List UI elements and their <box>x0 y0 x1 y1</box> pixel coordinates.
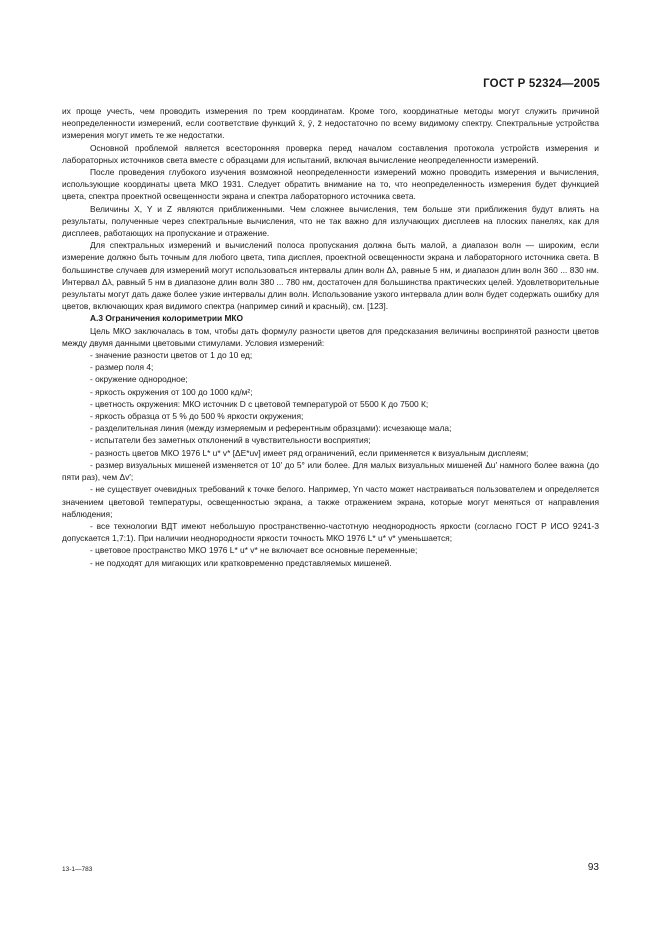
list-item: - испытатели без заметных отклонений в чувствительности восприятия; <box>90 435 371 446</box>
paragraph: их проще учесть, чем проводить измерения по трем координатам. Кроме того, координатные методы могут служить причиной неопределенности измерений, если соответствие функций x̄, ȳ, z̄ недостаточно по всему видимому спектру. Спектральные устройства измерения могут иметь те же недостатки. <box>62 106 599 141</box>
list-item: - яркость образца от 5 % до 500 % яркости окружения; <box>90 411 304 422</box>
print-code: 13-1—783 <box>62 866 93 873</box>
list-item: - разность цветов МКО 1976 L* u* v* [ΔE*uv] имеет ряд ограничений, если применяется к визуальным дисплеям; <box>90 447 529 458</box>
list-item: - не существует очевидных требований к точке белого. Например, Yn часто может настраиваться пользователем и определяется значением цветовой температуры, освещенностью экрана, а также отражением экрана, которые могут меняться от направления наблюдения; <box>62 484 599 519</box>
paragraph: Для спектральных измерений и вычислений полоса пропускания должна быть малой, а диапазон волн — широким, если измерение должно быть точным для любого цвета, типа дисплея, проектной освещенности экрана и лабораторного источника света. В большинстве случаев для измерений могут использоваться интервалы длин волн Δλ, равные 5 нм, и диапазон длин волн 360 ... 830 нм. Интервал Δλ, равный 5 нм в диапазоне длин волн 380 ... 780 нм, достаточен для большинства практических целей. Удовлетворительные результаты могут дать даже более узкие интервалы длин волн. Использование узкого интервала длин волн будет содержать ошибку для цветов, включающих края видимого спектра (например синий и красный), см. [123]. <box>62 240 599 312</box>
list-item: - окружение однородное; <box>90 374 188 385</box>
list-item: - цветность окружения: МКО источник D с цветовой температурой от 5500 К до 7500 К; <box>90 398 429 409</box>
list-item: - цветовое пространство МКО 1976 L* u* v* не включает все основные переменные; <box>90 545 418 556</box>
list-item: - не подходят для мигающих или кратковременно представляемых мишеней. <box>90 557 392 568</box>
section-heading: А.3 Ограничения колориметрии МКО <box>90 313 244 324</box>
list-item: - разделительная линия (между измеряемым и референтным образцами): исчезающе мала; <box>90 423 452 434</box>
body-text <box>62 105 599 569</box>
list-item: - размер визуальных мишеней изменяется от 10′ до 5° или более. Для малых визуальных мишеней Δu′ намного более важна (до пяти раз), чем Δv′; <box>62 459 599 483</box>
list-item: - размер поля 4; <box>90 362 154 373</box>
paragraph: После проведения глубокого изучения возможной неопределенности измерений можно проводить измерения и вычисления, использующие координаты цвета МКО 1931. Следует обратить внимание на то, что неопределенность измерения будет функцией цвета, спектра проектной освещенности экрана и спектра лабораторного источника света. <box>62 167 599 202</box>
section-intro: Цель МКО заключалась в том, чтобы дать формулу разности цветов для предсказания величины воспринятой разности цветов между двумя данными цветовыми стимулами. Условия измерений: <box>62 325 599 348</box>
list-item: - значение разности цветов от 1 до 10 ед; <box>90 350 253 361</box>
paragraph: Величины X, Y и Z являются приближенными. Чем сложнее вычисления, тем больше эти приближения будут влиять на результаты, полученные через спектральные вычисления, что не так важно для излучающих дисплеев на плоских панелях, как для дисплеев, работающих на пропускание и отражение. <box>62 203 599 239</box>
standard-id: ГОСТ Р 52324—2005 <box>483 78 600 90</box>
list-item: - все технологии ВДТ имеют небольшую пространственно-частотную неоднородность яркости (согласно ГОСТ Р ИСО 9241-3 допускается 1,7:1). При наличии неоднородности яркости точность МКО 1976 L* u* v* уменьшается; <box>62 520 599 544</box>
list-item: - яркость окружения от 100 до 1000 кд/м²; <box>90 386 253 397</box>
page-number: 93 <box>587 862 599 873</box>
paragraph: Основной проблемой является всесторонняя проверка перед началом составления протокола устройств измерения и лабораторных источников света вместе с образцами для испытаний, включая вычисление неопределенности измерений. <box>62 142 599 165</box>
